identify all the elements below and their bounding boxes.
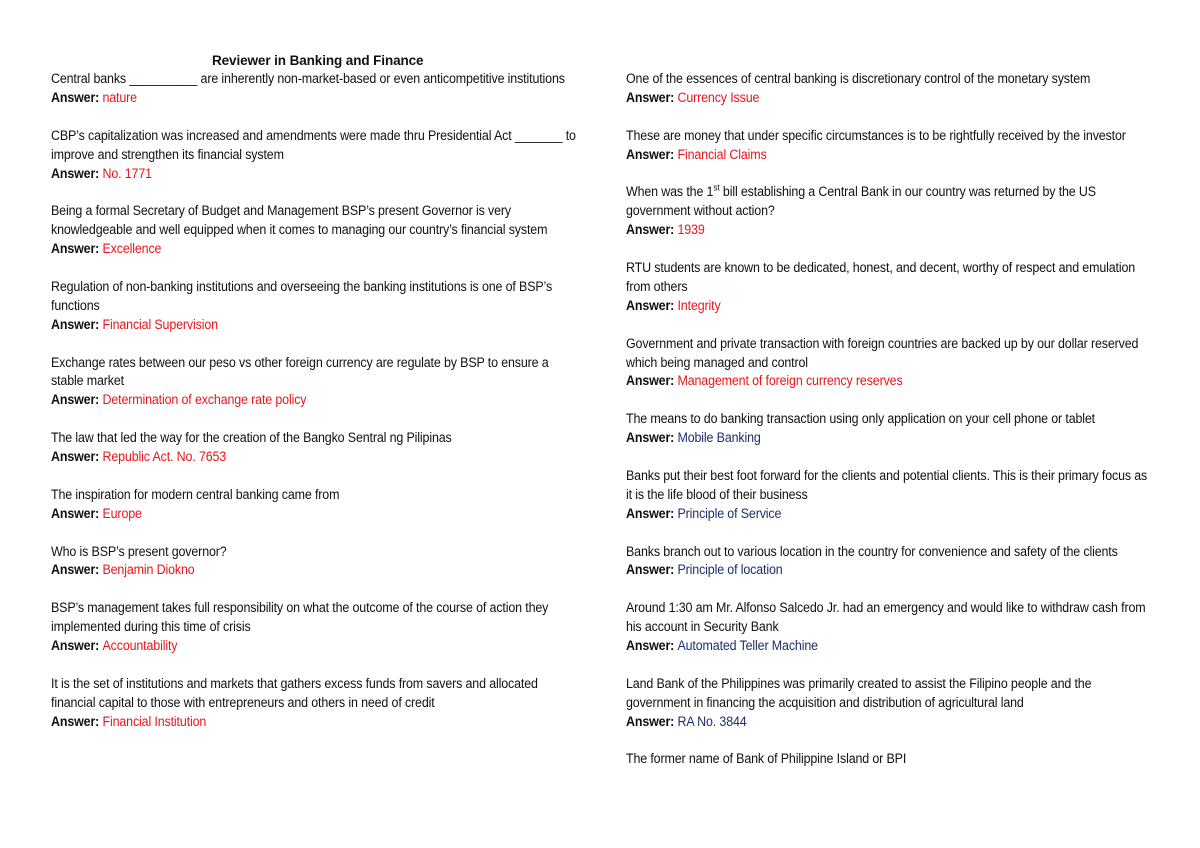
left-column [51, 70, 581, 750]
answer-value: Financial Institution [102, 713, 207, 729]
answer-value: Determination of exchange rate policy [102, 392, 307, 408]
question-text: Banks branch out to various location in the country for convenience and safety of the clients [626, 543, 1118, 559]
ordinal-superscript: st [713, 182, 720, 193]
question-text: The inspiration for modern central banking came from [51, 486, 340, 502]
answer-value: Accountability [102, 638, 178, 654]
question-item [51, 543, 581, 581]
answer-line [626, 637, 1156, 656]
question-text: These are money that under specific circumstances is to be rightfully received by the investor [626, 127, 1126, 143]
answer-label: Answer: [51, 562, 103, 578]
answer-value: Republic Act. No. 7653 [102, 449, 227, 465]
answer-label: Answer: [626, 638, 678, 654]
answer-line [626, 221, 1156, 240]
question-text: Land Bank of the Philippines was primarily created to assist the Filipino people and the government in financing the acquisition and distribution of agricultural land [626, 675, 1092, 710]
question-item [51, 429, 581, 467]
question-item [626, 543, 1156, 581]
question-text: Government and private transaction with foreign countries are backed up by our dollar reserved which being managed and control [626, 335, 1139, 370]
answer-line [51, 316, 581, 335]
answer-label: Answer: [626, 146, 678, 162]
answer-value: nature [102, 89, 137, 105]
answer-label: Answer: [626, 222, 678, 238]
answer-value: RA No. 3844 [677, 713, 747, 729]
right-column [626, 70, 1156, 788]
answer-line [51, 165, 581, 184]
answer-line [626, 505, 1156, 524]
answer-value: Currency Issue [677, 89, 760, 105]
question-item [51, 70, 581, 108]
answer-label: Answer: [51, 713, 103, 729]
question-item [626, 70, 1156, 108]
answer-label: Answer: [51, 392, 103, 408]
answer-line [626, 429, 1156, 448]
question-item [51, 202, 581, 259]
answer-label: Answer: [626, 373, 678, 389]
question-text: The means to do banking transaction using only application on your cell phone or tablet [626, 411, 1096, 427]
question-item [626, 599, 1156, 656]
answer-label: Answer: [51, 449, 103, 465]
question-item [626, 335, 1156, 392]
answer-value: Principle of Service [677, 505, 782, 521]
answer-value: Automated Teller Machine [677, 638, 818, 654]
question-text: RTU students are known to be dedicated, honest, and decent, worthy of respect and emulation from others [626, 260, 1136, 294]
answer-label: Answer: [51, 241, 103, 257]
answer-line [626, 372, 1156, 391]
question-text: One of the essences of central banking is discretionary control of the monetary system [626, 71, 1091, 86]
question-item [626, 183, 1156, 240]
answer-value: Financial Supervision [102, 316, 218, 332]
answer-label: Answer: [51, 505, 103, 521]
answer-value: 1939 [677, 222, 705, 238]
answer-label: Answer: [626, 505, 678, 521]
question-item [51, 127, 581, 184]
answer-label: Answer: [51, 89, 103, 105]
question-item [51, 278, 581, 335]
question-text-rest: bill establishing a Central Bank in our country was returned by the US government without action? [626, 184, 1096, 219]
answer-label: Answer: [626, 430, 678, 446]
question-text-prefix: When was the 1 [626, 184, 714, 200]
question-item [626, 750, 1156, 769]
answer-line [626, 146, 1156, 165]
answer-line [51, 637, 581, 656]
answer-label: Answer: [51, 165, 103, 181]
document-title: Reviewer in Banking and Finance [212, 53, 424, 68]
answer-value: Integrity [677, 297, 721, 313]
question-text: Regulation of non-banking institutions and overseeing the banking institutions is one of BSP’s functions [51, 278, 553, 313]
answer-line [626, 297, 1156, 316]
answer-value: No. 1771 [102, 165, 152, 181]
answer-value: Mobile Banking [677, 430, 761, 446]
question-text: Exchange rates between our peso vs other foreign currency are regulate by BSP to ensure a stable market [51, 354, 549, 389]
question-text [626, 183, 1156, 221]
question-text: Central banks __________ are inherently non-market-based or even anticompetitive institutions [51, 71, 565, 86]
question-text: Being a formal Secretary of Budget and Management BSP’s present Governor is very knowledgeable and well equipped when it comes to managing our country’s financial system [51, 203, 548, 238]
answer-line [51, 561, 581, 580]
answer-label: Answer: [626, 89, 678, 105]
question-item [51, 486, 581, 524]
answer-line [51, 448, 581, 467]
answer-line [51, 89, 581, 108]
question-text: Who is BSP’s present governor? [51, 543, 227, 559]
answer-line [626, 89, 1156, 108]
question-item [51, 354, 581, 411]
question-item [626, 259, 1156, 316]
answer-value: Europe [102, 505, 142, 521]
answer-line [626, 561, 1156, 580]
question-text: Around 1:30 am Mr. Alfonso Salcedo Jr. had an emergency and would like to withdraw cash from his account in Security Bank [626, 600, 1146, 635]
question-item [626, 467, 1156, 524]
question-text: The law that led the way for the creation of the Bangko Sentral ng Pilipinas [51, 430, 452, 446]
answer-line [51, 240, 581, 259]
answer-line [51, 391, 581, 410]
answer-label: Answer: [51, 316, 103, 332]
question-text: CBP’s capitalization was increased and amendments were made thru Presidential Act _______ to improve and strengthen its financial system [51, 127, 576, 162]
answer-label: Answer: [626, 713, 678, 729]
answer-value: Principle of location [677, 562, 783, 578]
answer-line [51, 505, 581, 524]
question-item [51, 599, 581, 656]
question-item [51, 675, 581, 732]
answer-line [51, 713, 581, 732]
question-text: It is the set of institutions and markets that gathers excess funds from savers and allocated financial capital to those with entrepreneurs and others in need of credit [51, 675, 538, 710]
question-text: The former name of Bank of Philippine Island or BPI [626, 751, 907, 767]
answer-label: Answer: [51, 638, 103, 654]
answer-value: Management of foreign currency reserves [677, 373, 903, 389]
question-item [626, 127, 1156, 165]
answer-value: Benjamin Diokno [102, 562, 195, 578]
answer-line [626, 713, 1156, 732]
question-text: Banks put their best foot forward for the clients and potential clients. This is their primary focus as it is the life blood of their business [626, 467, 1148, 502]
answer-value: Excellence [102, 241, 162, 257]
question-item [626, 410, 1156, 448]
answer-label: Answer: [626, 297, 678, 313]
answer-label: Answer: [626, 562, 678, 578]
question-text: BSP’s management takes full responsibility on what the outcome of the course of action they implemented during this time of crisis [51, 600, 549, 635]
answer-value: Financial Claims [677, 146, 767, 162]
question-item [626, 675, 1156, 732]
